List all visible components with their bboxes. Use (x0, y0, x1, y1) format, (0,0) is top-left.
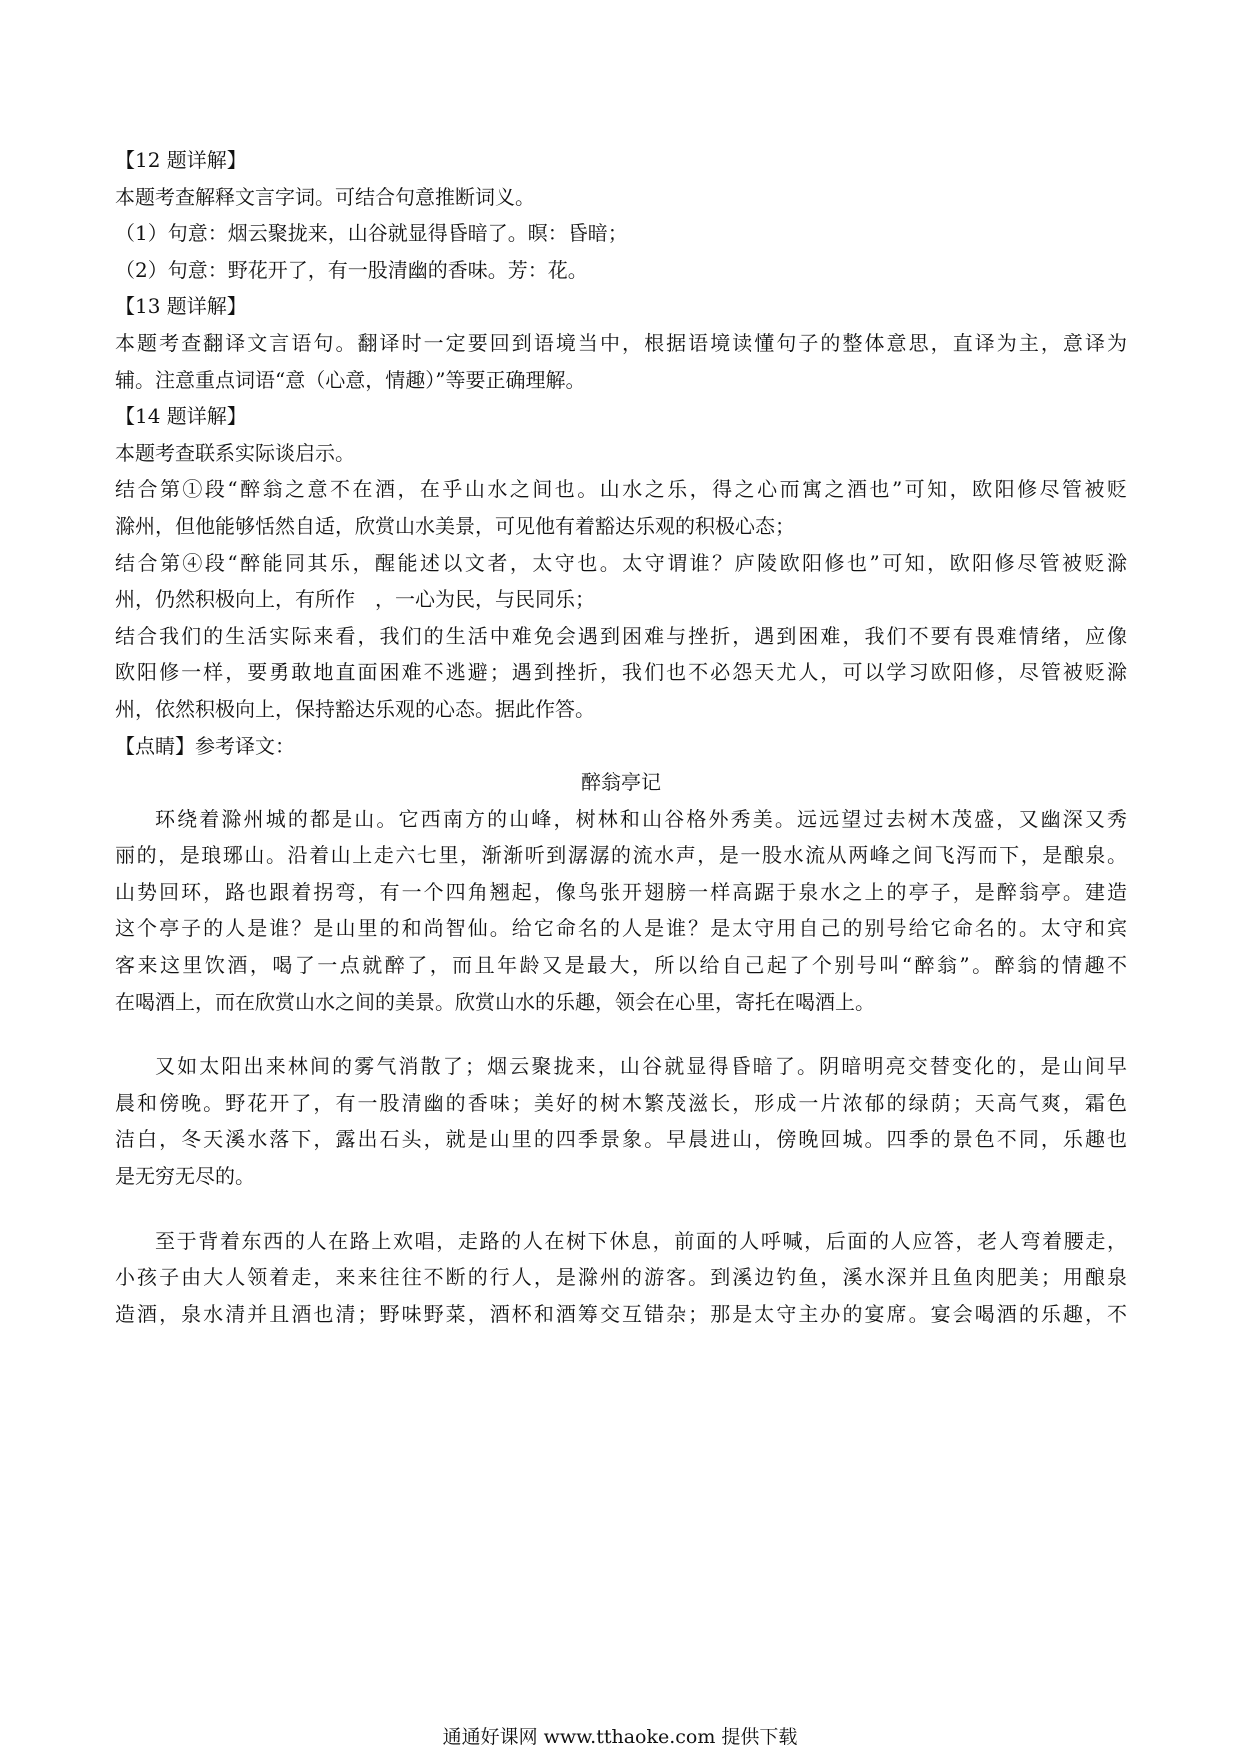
text-line: 州，依然积极向上，保持豁达乐观的心态。据此作答。 (115, 696, 595, 721)
page-footer: 通通好课网 www.tthaoke.com 提供下载 (442, 1726, 798, 1748)
text-line: 山势回环，路也跟着拐弯，有一个四角翘起，像鸟张开翅膀一样高踞于泉水之上的亭子，是醉翁亭。建造 (115, 879, 1127, 904)
text-line: 【点睛】参考译文： (115, 733, 295, 758)
text-line: 【13 题详解】 (115, 294, 247, 319)
text-line: 晨和傍晚。野花开了，有一股清幽的香味；美好的树木繁茂滋长，形成一片浓郁的绿荫；天高气爽，霜色 (115, 1090, 1127, 1115)
text-line: 客来这里饮酒，喝了一点就醉了，而且年龄又是最大，所以给自己起了个别号叫“醉翁”。醉翁的情趣不 (115, 953, 1127, 978)
text-line: 造酒，泉水清并且酒也清；野味野菜，酒杯和酒筹交互错杂；那是太守主办的宴席。宴会喝酒的乐趣，不 (115, 1301, 1127, 1326)
text-line: 又如太阳出来林间的雾气消散了；烟云聚拢来，山谷就显得昏暗了。阴暗明亮交替变化的，是山间早 (155, 1054, 1127, 1079)
text-line: 环绕着滁州城的都是山。它西南方的山峰，树林和山谷格外秀美。远远望过去树木茂盛，又幽深又秀 (155, 806, 1127, 831)
text-line: 至于背着东西的人在路上欢唱，走路的人在树下休息，前面的人呼喊，后面的人应答，老人弯着腰走， (155, 1228, 1127, 1253)
text-line: 辅。注意重点词语“意（心意，情趣）”等要正确理解。 (115, 367, 586, 392)
text-line: 【14 题详解】 (115, 404, 247, 429)
text-line: 结合第①段“醉翁之意不在酒，在乎山水之间也。山水之乐，得之心而寓之酒也”可知，欧阳修尽管被贬 (115, 477, 1127, 502)
text-line: 【12 题详解】 (115, 148, 247, 172)
text-line: 欧阳修一样，要勇敢地直面困难不逃避；遇到挫折，我们也不必怨天尤人，可以学习欧阳修，尽管被贬滁 (115, 660, 1127, 685)
text-line: （2）句意：野花开了，有一股清幽的香味。芳：花。 (115, 257, 588, 282)
text-line: 这个亭子的人是谁？是山里的和尚智仙。给它命名的人是谁？是太守用自己的别号给它命名的。太守和宾 (115, 916, 1127, 941)
text-line: （1）句意：烟云聚拢来，山谷就显得昏暗了。暝：昏暗； (115, 221, 628, 246)
paragraph-gap (115, 1195, 1127, 1223)
text-line: 结合第④段“醉能同其乐，醒能述以文者，太守也。太守谓谁？庐陵欧阳修也”可知，欧阳修尽管被贬滁 (115, 550, 1127, 575)
text-line: 洁白，冬天溪水落下，露出石头，就是山里的四季景象。早晨进山，傍晚回城。四季的景色不同，乐趣也 (115, 1127, 1127, 1152)
text-line: 滁州，但他能够恬然自适，欣赏山水美景，可见他有着豁达乐观的积极心态； (115, 513, 795, 538)
text-line: 是无穷无尽的。 (115, 1164, 255, 1189)
document-body (115, 142, 1127, 1332)
text-line: 本题考查解释文言字词。可结合句意推断词义。 (115, 184, 535, 209)
text-line: 州，仍然积极向上，有所作 ，一心为民，与民同乐； (115, 587, 595, 612)
text-line: 醉翁亭记 (581, 770, 661, 795)
text-line: 丽的，是琅琊山。沿着山上走六七里，渐渐听到潺潺的流水声，是一股水流从两峰之间飞泻而下，是酿泉。 (115, 843, 1127, 868)
text-line: 在喝酒上，而在欣赏山水之间的美景。欣赏山水的乐趣，领会在心里，寄托在喝酒上。 (115, 989, 875, 1014)
paragraph-gap (115, 1020, 1127, 1048)
text-line: 本题考查翻译文言语句。翻译时一定要回到语境当中，根据语境读懂句子的整体意思，直译为主，意译为 (115, 330, 1127, 355)
text-line: 结合我们的生活实际来看，我们的生活中难免会遇到困难与挫折，遇到困难，我们不要有畏难情绪，应像 (115, 623, 1127, 648)
text-line: 本题考查联系实际谈启示。 (115, 440, 355, 465)
text-line: 小孩子由大人领着走，来来往往不断的行人，是滁州的游客。到溪边钓鱼，溪水深并且鱼肉肥美；用酿泉 (115, 1265, 1127, 1290)
